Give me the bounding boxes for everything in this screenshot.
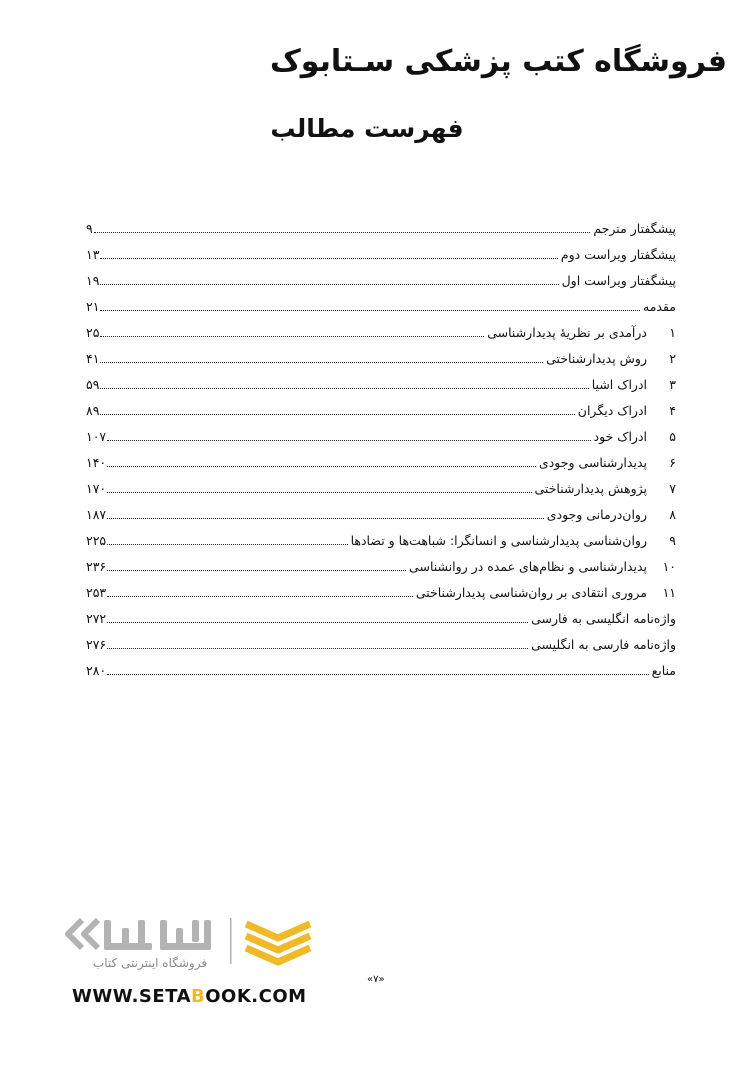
toc-chapter-number: ۱ [669, 325, 676, 340]
toc-dot-leader [100, 258, 557, 259]
toc-entry-title: روان‌شناسی پدیدارشناسی و انسانگرا: شباهت‌ها و تضادها [350, 533, 647, 548]
toc-row [86, 392, 676, 418]
setabook-wordmark [104, 920, 211, 950]
toc-page-number: ۱۴۰ [86, 455, 107, 470]
toc-row [86, 288, 676, 314]
toc-entry-title: واژه‌نامه انگلیسی به فارسی [531, 611, 676, 626]
toc-entry-title: درآمدی بر نظریهٔ پدیدارشناسی [487, 325, 647, 340]
toc-page-number: ۸۹ [86, 403, 100, 418]
store-title: فروشگاه کتب پزشکی سـتابوک [270, 44, 727, 79]
book-stack-icon [246, 924, 310, 962]
toc-row [86, 314, 676, 340]
toc-page-number: ۱۳ [86, 247, 100, 262]
page-number: «۷» [367, 974, 385, 985]
toc-page-number: ۲۷۶ [86, 637, 107, 652]
toc-row [86, 548, 676, 574]
toc-page-number: ۲۱ [86, 299, 100, 314]
website-accent: B [191, 986, 206, 1007]
logo-divider [230, 918, 232, 964]
toc-page-number: ۲۲۵ [86, 533, 107, 548]
toc-dot-leader [107, 466, 536, 467]
toc-entry-title: پدیدارشناسی و نظام‌های عمده در روانشناسی [409, 559, 647, 574]
toc-dot-leader [107, 440, 590, 441]
toc-chapter-number: ۱۱ [662, 585, 676, 600]
toc-chapter-number: ۵ [669, 429, 676, 444]
toc-chapter-number: ۲ [669, 351, 676, 366]
toc-row [86, 496, 676, 522]
toc-entry-title: ادراک اشیا [591, 377, 647, 392]
website-prefix: WWW.SETA [72, 986, 192, 1007]
toc-row [86, 626, 676, 652]
toc-entry-title: ادراک دیگران [577, 403, 647, 418]
toc-entry-title: واژه‌نامه فارسی به انگلیسی [531, 637, 676, 652]
toc-page-number: ۲۵۳ [86, 585, 107, 600]
toc-page-number: ۱۷۰ [86, 481, 107, 496]
toc-row [86, 652, 676, 678]
toc-dot-leader [107, 544, 347, 545]
website-url [72, 986, 307, 1007]
toc-row [86, 210, 676, 236]
toc-chapter-number: ۹ [669, 533, 676, 548]
toc-dot-leader [100, 414, 574, 415]
toc-dot-leader [100, 388, 588, 389]
table-of-contents [86, 210, 676, 678]
toc-page-number: ۱۹ [86, 273, 100, 288]
toc-dot-leader [107, 674, 648, 675]
website-suffix: OOK.COM [205, 986, 307, 1007]
toc-chapter-number: ۴ [669, 403, 676, 418]
toc-row [86, 470, 676, 496]
toc-dot-leader [100, 336, 484, 337]
toc-chapter-number: ۷ [669, 481, 676, 496]
toc-entry-title: مروری انتقادی بر روان‌شناسی پدیدارشناختی [415, 585, 647, 600]
toc-entry-title: پیشگفتار ویراست اول [561, 273, 676, 288]
toc-row [86, 600, 676, 626]
toc-row [86, 340, 676, 366]
toc-row [86, 262, 676, 288]
toc-entry-title: منابع [651, 663, 676, 678]
toc-title: فهرست مطالب [270, 114, 464, 143]
toc-page-number: ۵۹ [86, 377, 100, 392]
toc-page-number: ۴۱ [86, 351, 100, 366]
toc-dot-leader [107, 596, 413, 597]
toc-dot-leader [107, 518, 544, 519]
logo-tagline: فروشگاه اینترنتی کتاب [92, 956, 208, 970]
toc-entry-title: مقدمه [643, 299, 676, 314]
toc-dot-leader [107, 648, 528, 649]
toc-row [86, 418, 676, 444]
toc-row [86, 236, 676, 262]
toc-page-number: ۲۵ [86, 325, 100, 340]
toc-chapter-number: ۸ [669, 507, 676, 522]
toc-row [86, 574, 676, 600]
toc-dot-leader [107, 570, 406, 571]
toc-page-number: ۹ [86, 221, 93, 236]
toc-dot-leader [107, 622, 528, 623]
toc-entry-title: روش پدیدارشناختی [546, 351, 647, 366]
toc-page-number: ۲۸۰ [86, 663, 107, 678]
toc-dot-leader [107, 492, 531, 493]
toc-chapter-number: ۳ [669, 377, 676, 392]
toc-entry-title: پژوهش پدیدارشناختی [534, 481, 647, 496]
toc-entry-title: روان‌درمانی وجودی [546, 507, 647, 522]
toc-dot-leader [100, 284, 558, 285]
toc-page-number: ۲۷۲ [86, 611, 107, 626]
chevron-left-icon [68, 920, 98, 948]
toc-row [86, 444, 676, 470]
toc-chapter-number: ۶ [669, 455, 676, 470]
toc-entry-title: ادراک خود [593, 429, 647, 444]
toc-dot-leader [100, 362, 543, 363]
toc-row [86, 366, 676, 392]
toc-entry-title: پیشگفتار مترجم [593, 221, 676, 236]
toc-dot-leader [100, 310, 640, 311]
toc-page-number: ۲۳۶ [86, 559, 107, 574]
toc-entry-title: پدیدارشناسی وجودی [538, 455, 647, 470]
toc-chapter-number: ۱۰ [662, 559, 676, 574]
toc-entry-title: پیشگفتار ویراست دوم [560, 247, 676, 262]
toc-page-number: ۱۰۷ [86, 429, 107, 444]
toc-dot-leader [94, 232, 591, 233]
toc-page-number: ۱۸۷ [86, 507, 107, 522]
toc-row [86, 522, 676, 548]
